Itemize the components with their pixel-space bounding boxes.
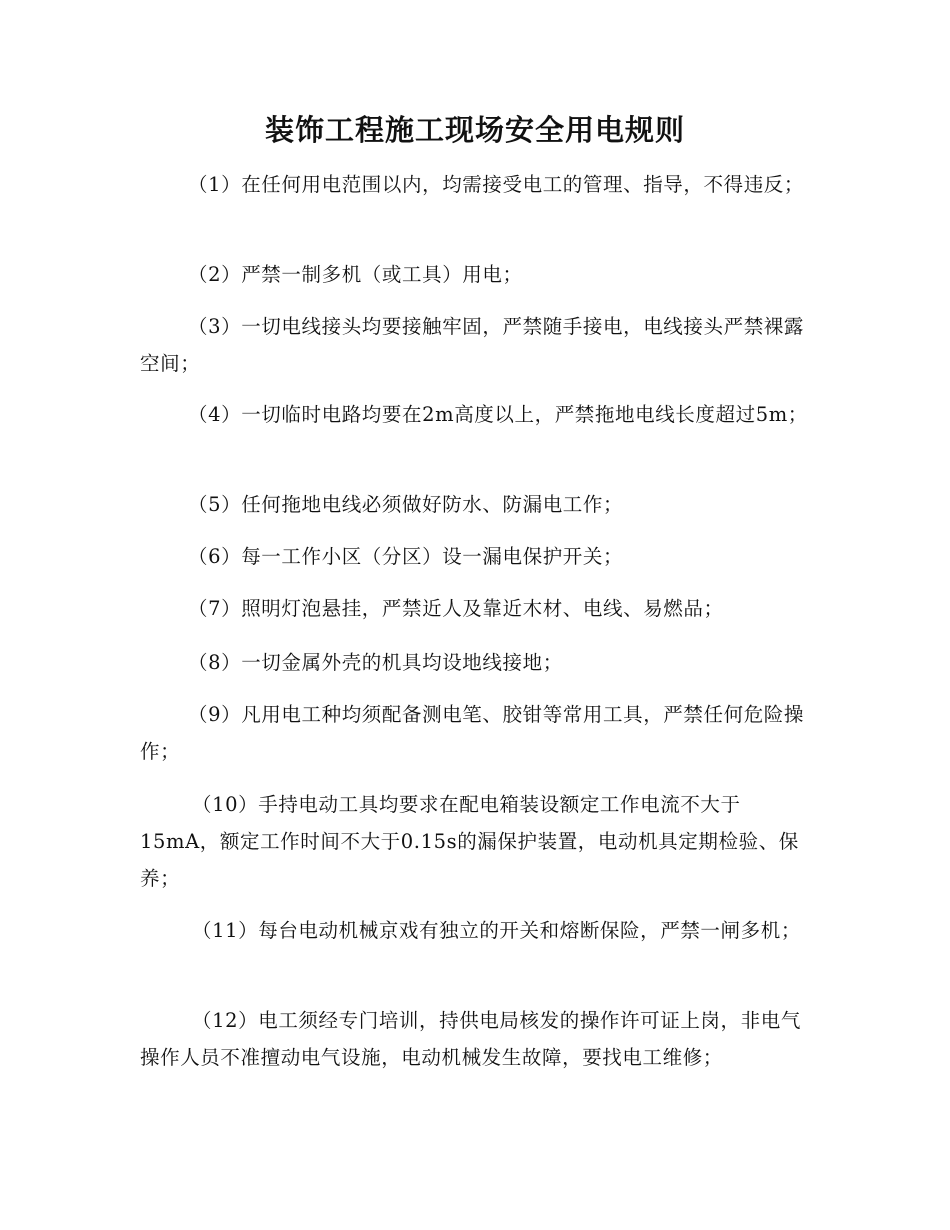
rule-item-10: （10）手持电动工具均要求在配电箱装设额定工作电流不大于15mA，额定工作时间不大于0.15s的漏保护装置，电动机具定期检验、保养； [140, 793, 799, 890]
rule-item-6: （6）每一工作小区（分区）设一漏电保护开关； [188, 545, 624, 568]
document-title: 装饰工程施工现场安全用电规则 [264, 113, 685, 147]
rule-item-7: （7）照明灯泡悬挂，严禁近人及靠近木材、电线、易燃品； [188, 597, 724, 620]
rule-item-2: （2）严禁一制多机（或工具）用电； [188, 263, 523, 286]
rule-item-5: （5）任何拖地电线必须做好防水、防漏电工作； [188, 493, 624, 516]
rule-item-8: （8）一切金属外壳的机具均设地线接地； [188, 651, 563, 674]
rule-item-1: （1）在任何用电范围以内，均需接受电工的管理、指导，不得违反； [188, 173, 805, 196]
rule-item-11: （11）每台电动机械京戏有独立的开关和熔断保险，严禁一闸多机； [192, 919, 801, 942]
rule-item-12: （12）电工须经专门培训，持供电局核发的操作许可证上岗，非电气操作人员不准擅动电气设施，电动机械发生故障，要找电工维修； [140, 1009, 801, 1069]
rule-item-9: （9）凡用电工种均须配备测电笔、胶钳等常用工具，严禁任何危险操作； [140, 703, 805, 763]
rule-item-3: （3）一切电线接头均要接触牢固，严禁随手接电，电线接头严禁裸露空间； [140, 315, 805, 375]
rule-item-4: （4）一切临时电路均要在2m高度以上，严禁拖地电线长度超过5m； [188, 403, 808, 426]
